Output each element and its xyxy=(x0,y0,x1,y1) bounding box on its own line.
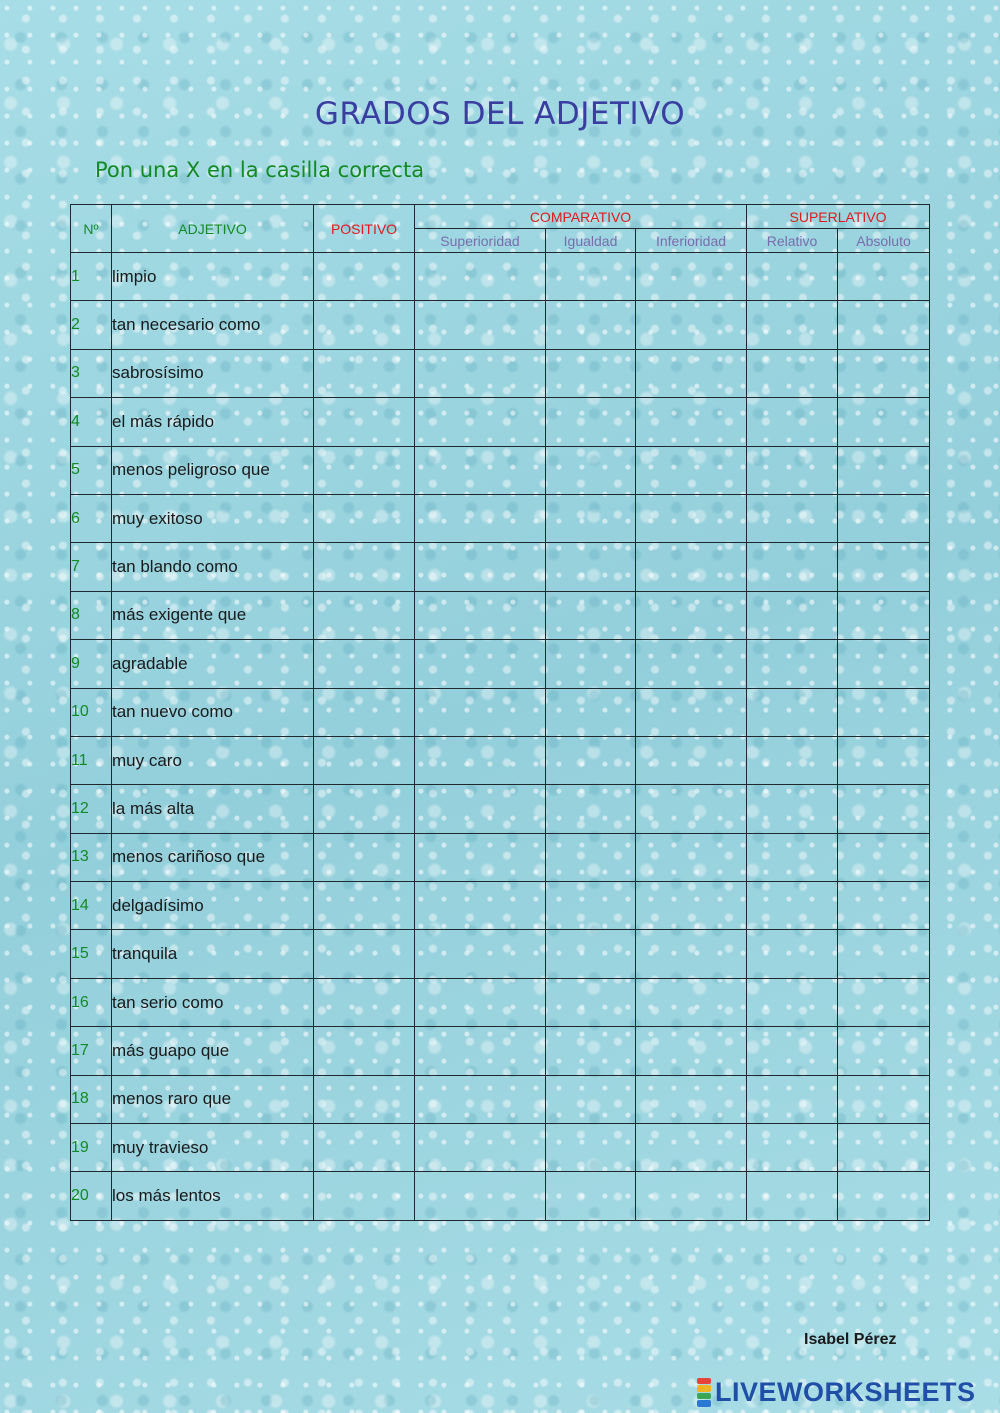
answer-cell-relativo[interactable] xyxy=(747,301,838,349)
answer-cell-relativo[interactable] xyxy=(747,736,838,784)
row-adjective: agradable xyxy=(112,640,314,688)
answer-cell-inferioridad[interactable] xyxy=(636,1075,747,1123)
row-number: 16 xyxy=(71,978,112,1026)
answer-cell-igualdad[interactable] xyxy=(546,543,636,591)
table-row xyxy=(71,349,930,397)
adjective-grade-table xyxy=(70,204,930,1221)
row-number: 18 xyxy=(71,1075,112,1123)
table-row xyxy=(71,1172,930,1220)
row-adjective: muy travieso xyxy=(112,1124,314,1172)
row-number: 20 xyxy=(71,1172,112,1220)
answer-cell-absoluto[interactable] xyxy=(838,640,930,688)
answer-cell-positivo[interactable] xyxy=(314,736,415,784)
answer-cell-absoluto[interactable] xyxy=(838,1124,930,1172)
answer-cell-positivo[interactable] xyxy=(314,1075,415,1123)
table-row xyxy=(71,494,930,542)
row-adjective: muy caro xyxy=(112,736,314,784)
row-adjective: muy exitoso xyxy=(112,494,314,542)
answer-cell-superioridad[interactable] xyxy=(415,688,546,736)
header-positivo: POSITIVO xyxy=(314,205,415,253)
answer-cell-relativo[interactable] xyxy=(747,1027,838,1075)
row-number: 2 xyxy=(71,301,112,349)
table-row xyxy=(71,736,930,784)
answer-cell-igualdad[interactable] xyxy=(546,494,636,542)
answer-cell-relativo[interactable] xyxy=(747,833,838,881)
table-row xyxy=(71,978,930,1026)
answer-cell-superioridad[interactable] xyxy=(415,736,546,784)
answer-cell-positivo[interactable] xyxy=(314,688,415,736)
answer-cell-superioridad[interactable] xyxy=(415,591,546,639)
answer-cell-absoluto[interactable] xyxy=(838,1172,930,1220)
row-adjective: menos peligroso que xyxy=(112,446,314,494)
answer-cell-positivo[interactable] xyxy=(314,301,415,349)
row-number: 15 xyxy=(71,930,112,978)
answer-cell-absoluto[interactable] xyxy=(838,882,930,930)
row-number: 10 xyxy=(71,688,112,736)
answer-cell-relativo[interactable] xyxy=(747,640,838,688)
worksheet-title: GRADOS DEL ADJETIVO xyxy=(314,96,686,132)
subheader-igualdad: Igualdad xyxy=(546,229,636,253)
row-number: 7 xyxy=(71,543,112,591)
answer-cell-relativo[interactable] xyxy=(747,1124,838,1172)
answer-cell-positivo[interactable] xyxy=(314,833,415,881)
table-row xyxy=(71,446,930,494)
row-adjective: menos cariñoso que xyxy=(112,833,314,881)
table-row xyxy=(71,1075,930,1123)
answer-cell-relativo[interactable] xyxy=(747,785,838,833)
answer-cell-inferioridad[interactable] xyxy=(636,882,747,930)
answer-cell-positivo[interactable] xyxy=(314,349,415,397)
subheader-inferioridad: Inferioridad xyxy=(636,229,747,253)
subheader-relativo: Relativo xyxy=(747,229,838,253)
answer-cell-igualdad[interactable] xyxy=(546,978,636,1026)
answer-cell-relativo[interactable] xyxy=(747,978,838,1026)
header-comparativo: COMPARATIVO xyxy=(415,205,747,229)
answer-cell-igualdad[interactable] xyxy=(546,640,636,688)
answer-cell-inferioridad[interactable] xyxy=(636,1027,747,1075)
header-num: Nº xyxy=(71,205,112,253)
row-adjective: tan nuevo como xyxy=(112,688,314,736)
row-adjective: limpio xyxy=(112,253,314,301)
answer-cell-inferioridad[interactable] xyxy=(636,978,747,1026)
answer-cell-inferioridad[interactable] xyxy=(636,1124,747,1172)
table-row xyxy=(71,833,930,881)
row-number: 4 xyxy=(71,398,112,446)
row-adjective: tan serio como xyxy=(112,978,314,1026)
answer-cell-relativo[interactable] xyxy=(747,398,838,446)
answer-cell-inferioridad[interactable] xyxy=(636,543,747,591)
row-number: 9 xyxy=(71,640,112,688)
table-row xyxy=(71,591,930,639)
answer-cell-positivo[interactable] xyxy=(314,446,415,494)
row-number: 19 xyxy=(71,1124,112,1172)
answer-cell-absoluto[interactable] xyxy=(838,736,930,784)
answer-cell-relativo[interactable] xyxy=(747,591,838,639)
answer-cell-superioridad[interactable] xyxy=(415,349,546,397)
answer-cell-superioridad[interactable] xyxy=(415,1124,546,1172)
answer-cell-igualdad[interactable] xyxy=(546,1124,636,1172)
row-adjective: tan necesario como xyxy=(112,301,314,349)
table-row xyxy=(71,543,930,591)
answer-cell-positivo[interactable] xyxy=(314,494,415,542)
answer-cell-positivo[interactable] xyxy=(314,253,415,301)
answer-cell-superioridad[interactable] xyxy=(415,978,546,1026)
answer-cell-inferioridad[interactable] xyxy=(636,253,747,301)
answer-cell-absoluto[interactable] xyxy=(838,349,930,397)
answer-cell-relativo[interactable] xyxy=(747,688,838,736)
answer-cell-inferioridad[interactable] xyxy=(636,398,747,446)
table-row xyxy=(71,930,930,978)
answer-cell-inferioridad[interactable] xyxy=(636,591,747,639)
answer-cell-absoluto[interactable] xyxy=(838,253,930,301)
answer-cell-igualdad[interactable] xyxy=(546,688,636,736)
answer-cell-absoluto[interactable] xyxy=(838,591,930,639)
answer-cell-inferioridad[interactable] xyxy=(636,1172,747,1220)
answer-cell-absoluto[interactable] xyxy=(838,978,930,1026)
row-number: 5 xyxy=(71,446,112,494)
liveworksheets-logo xyxy=(697,1375,976,1409)
row-adjective: sabrosísimo xyxy=(112,349,314,397)
answer-cell-positivo[interactable] xyxy=(314,591,415,639)
answer-cell-absoluto[interactable] xyxy=(838,301,930,349)
answer-cell-relativo[interactable] xyxy=(747,349,838,397)
answer-cell-positivo[interactable] xyxy=(314,1027,415,1075)
answer-cell-relativo[interactable] xyxy=(747,253,838,301)
row-number: 13 xyxy=(71,833,112,881)
row-adjective: delgadísimo xyxy=(112,882,314,930)
answer-cell-igualdad[interactable] xyxy=(546,785,636,833)
table-row xyxy=(71,398,930,446)
answer-cell-positivo[interactable] xyxy=(314,1124,415,1172)
row-number: 12 xyxy=(71,785,112,833)
answer-cell-positivo[interactable] xyxy=(314,543,415,591)
instruction-text: Pon una X en la casilla correcta xyxy=(95,158,425,182)
row-adjective: los más lentos xyxy=(112,1172,314,1220)
answer-cell-positivo[interactable] xyxy=(314,398,415,446)
answer-cell-relativo[interactable] xyxy=(747,1172,838,1220)
answer-cell-superioridad[interactable] xyxy=(415,494,546,542)
author-name: Isabel Pérez xyxy=(804,1331,897,1348)
answer-cell-positivo[interactable] xyxy=(314,640,415,688)
row-adjective: el más rápido xyxy=(112,398,314,446)
answer-cell-absoluto[interactable] xyxy=(838,446,930,494)
answer-cell-relativo[interactable] xyxy=(747,543,838,591)
answer-cell-igualdad[interactable] xyxy=(546,1172,636,1220)
answer-cell-superioridad[interactable] xyxy=(415,785,546,833)
answer-cell-inferioridad[interactable] xyxy=(636,301,747,349)
answer-cell-positivo[interactable] xyxy=(314,978,415,1026)
answer-cell-inferioridad[interactable] xyxy=(636,688,747,736)
answer-cell-absoluto[interactable] xyxy=(838,1075,930,1123)
table-row xyxy=(71,640,930,688)
row-adjective: menos raro que xyxy=(112,1075,314,1123)
logo-text: LIVEWORKSHEETS xyxy=(715,1376,976,1407)
answer-cell-inferioridad[interactable] xyxy=(636,833,747,881)
answer-cell-absoluto[interactable] xyxy=(838,398,930,446)
answer-cell-inferioridad[interactable] xyxy=(636,446,747,494)
liveworksheets-logo-icon xyxy=(697,1377,711,1407)
answer-cell-igualdad[interactable] xyxy=(546,446,636,494)
answer-cell-inferioridad[interactable] xyxy=(636,736,747,784)
answer-cell-superioridad[interactable] xyxy=(415,833,546,881)
answer-cell-absoluto[interactable] xyxy=(838,833,930,881)
answer-cell-igualdad[interactable] xyxy=(546,736,636,784)
answer-cell-relativo[interactable] xyxy=(747,930,838,978)
table-row xyxy=(71,1124,930,1172)
answer-cell-igualdad[interactable] xyxy=(546,253,636,301)
answer-cell-relativo[interactable] xyxy=(747,494,838,542)
row-number: 8 xyxy=(71,591,112,639)
answer-cell-superioridad[interactable] xyxy=(415,253,546,301)
answer-cell-superioridad[interactable] xyxy=(415,301,546,349)
answer-cell-absoluto[interactable] xyxy=(838,688,930,736)
row-number: 14 xyxy=(71,882,112,930)
answer-cell-absoluto[interactable] xyxy=(838,494,930,542)
answer-cell-positivo[interactable] xyxy=(314,785,415,833)
answer-cell-superioridad[interactable] xyxy=(415,1172,546,1220)
header-superlativo: SUPERLATIVO xyxy=(747,205,930,229)
answer-cell-igualdad[interactable] xyxy=(546,398,636,446)
answer-cell-relativo[interactable] xyxy=(747,882,838,930)
answer-cell-superioridad[interactable] xyxy=(415,882,546,930)
header-adjetivo: ADJETIVO xyxy=(112,205,314,253)
answer-cell-positivo[interactable] xyxy=(314,1172,415,1220)
answer-cell-relativo[interactable] xyxy=(747,1075,838,1123)
answer-cell-igualdad[interactable] xyxy=(546,349,636,397)
answer-cell-absoluto[interactable] xyxy=(838,1027,930,1075)
answer-cell-igualdad[interactable] xyxy=(546,1027,636,1075)
row-number: 17 xyxy=(71,1027,112,1075)
answer-cell-superioridad[interactable] xyxy=(415,543,546,591)
answer-cell-igualdad[interactable] xyxy=(546,591,636,639)
answer-cell-inferioridad[interactable] xyxy=(636,930,747,978)
answer-cell-superioridad[interactable] xyxy=(415,930,546,978)
answer-cell-superioridad[interactable] xyxy=(415,398,546,446)
answer-cell-superioridad[interactable] xyxy=(415,446,546,494)
table-row xyxy=(71,785,930,833)
row-number: 1 xyxy=(71,253,112,301)
answer-cell-absoluto[interactable] xyxy=(838,785,930,833)
table-row xyxy=(71,882,930,930)
answer-cell-superioridad[interactable] xyxy=(415,1075,546,1123)
table-row xyxy=(71,688,930,736)
subheader-superioridad: Superioridad xyxy=(415,229,546,253)
answer-cell-absoluto[interactable] xyxy=(838,543,930,591)
subheader-absoluto: Absoluto xyxy=(838,229,930,253)
answer-cell-igualdad[interactable] xyxy=(546,833,636,881)
answer-cell-inferioridad[interactable] xyxy=(636,494,747,542)
row-number: 3 xyxy=(71,349,112,397)
answer-cell-superioridad[interactable] xyxy=(415,1027,546,1075)
answer-cell-positivo[interactable] xyxy=(314,882,415,930)
answer-cell-igualdad[interactable] xyxy=(546,1075,636,1123)
answer-cell-inferioridad[interactable] xyxy=(636,785,747,833)
table-row xyxy=(71,301,930,349)
answer-cell-superioridad[interactable] xyxy=(415,640,546,688)
answer-cell-igualdad[interactable] xyxy=(546,882,636,930)
answer-cell-relativo[interactable] xyxy=(747,446,838,494)
table-row xyxy=(71,1027,930,1075)
row-adjective: la más alta xyxy=(112,785,314,833)
answer-cell-inferioridad[interactable] xyxy=(636,349,747,397)
row-adjective: más guapo que xyxy=(112,1027,314,1075)
row-number: 11 xyxy=(71,736,112,784)
answer-cell-absoluto[interactable] xyxy=(838,930,930,978)
row-adjective: más exigente que xyxy=(112,591,314,639)
row-adjective: tan blando como xyxy=(112,543,314,591)
answer-cell-positivo[interactable] xyxy=(314,930,415,978)
row-number: 6 xyxy=(71,494,112,542)
answer-cell-igualdad[interactable] xyxy=(546,930,636,978)
answer-cell-inferioridad[interactable] xyxy=(636,640,747,688)
answer-cell-igualdad[interactable] xyxy=(546,301,636,349)
row-adjective: tranquila xyxy=(112,930,314,978)
table-row xyxy=(71,253,930,301)
